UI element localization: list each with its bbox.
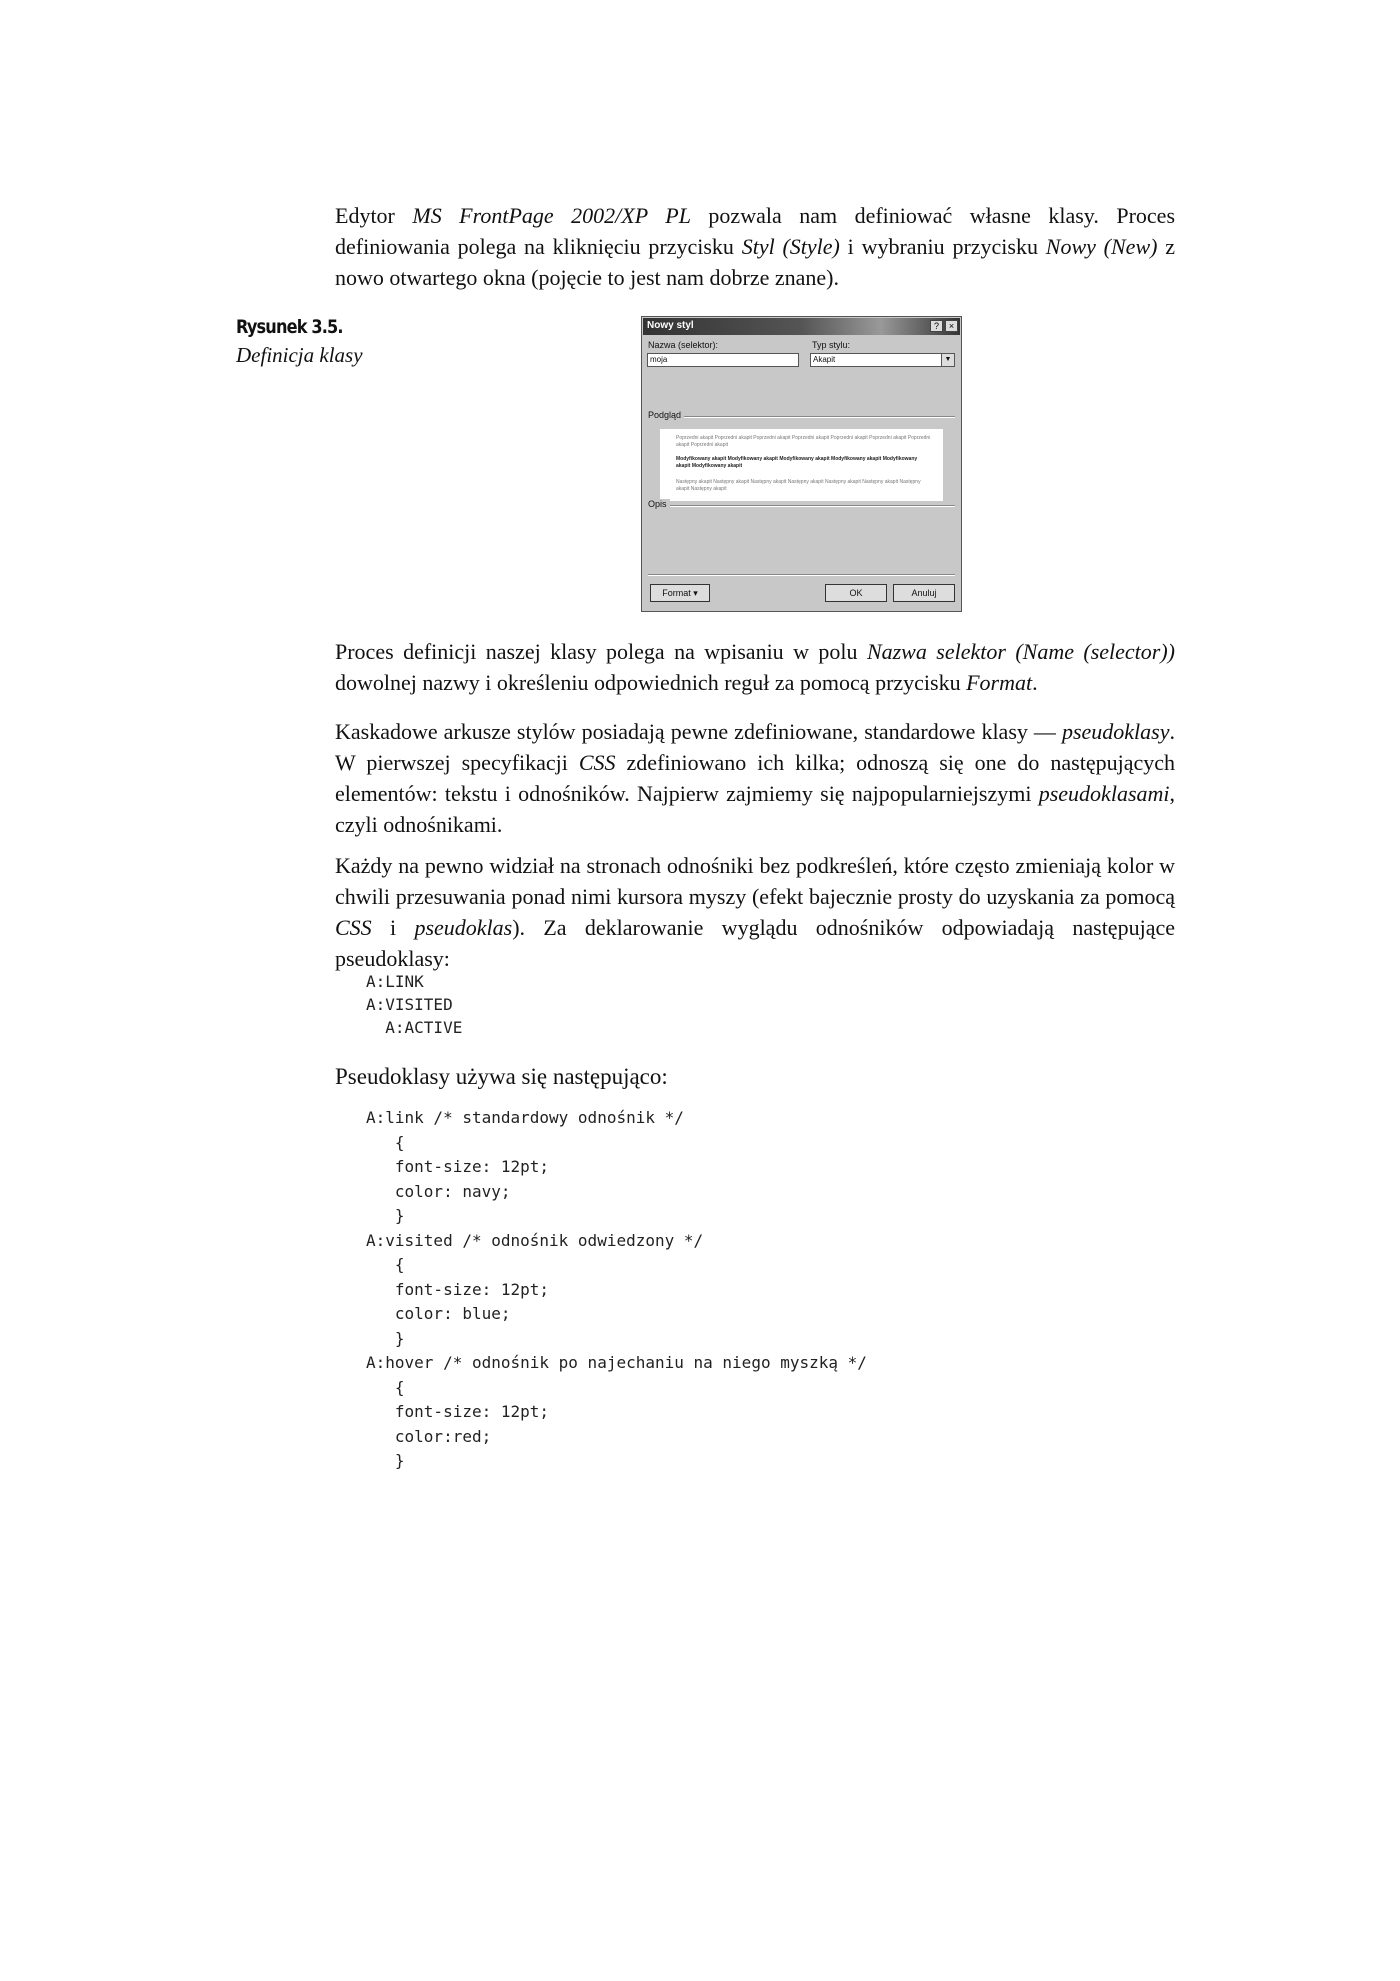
style-type-select[interactable] (810, 353, 955, 367)
description-group-label: Opis (648, 499, 670, 509)
figure-caption: Definicja klasy (236, 343, 363, 367)
chevron-down-icon: ▼ (941, 354, 954, 366)
intro-paragraph (335, 200, 1175, 293)
para4-text-3: i (371, 915, 415, 940)
style-type-value: Akapit (813, 355, 836, 364)
intro-text-1: Edytor (335, 203, 413, 228)
para3-text-6: pseudoklasami (1038, 781, 1170, 806)
name-selector-label: Nazwa (selektor): (648, 340, 719, 350)
intro-text-7: z nowo otwartego okna (pojęcie to jest nam dobrze znane). (335, 234, 1176, 290)
bottom-divider (648, 574, 955, 576)
figure-label: Rysunek 3.5. (236, 316, 343, 338)
preview-group-divider (682, 416, 955, 418)
para2-text-1: Proces definicji naszej klasy polega na wpisaniu w polu (335, 639, 867, 664)
intro-text-2: MS FrontPage 2002/XP PL (412, 203, 691, 228)
format-button[interactable]: Format ▾ (650, 584, 710, 602)
para4-text-5: ). Za deklarowanie wyglądu odnośników odpowiadają następujące pseudoklasy: (335, 915, 1175, 971)
preview-group-label: Podgląd (648, 410, 684, 420)
intro-text-6: Nowy (New) (1045, 234, 1158, 259)
preview-modified-paragraph: Modyfikowany akapit Modyfikowany akapit Modyfikowany akapit Modyfikowany akapit Modyfikowany akapit Modyfikowany akapit (676, 456, 918, 469)
paragraph-4 (335, 850, 1175, 974)
para2-text-5: . (1032, 670, 1038, 695)
paragraph-3 (335, 716, 1175, 840)
para4-text-2: CSS (335, 915, 372, 940)
dialog-titlebar (643, 318, 960, 335)
para3-text-4: CSS (578, 750, 616, 775)
cancel-button[interactable]: Anuluj (893, 584, 955, 602)
para3-text-3: . W pierwszej specyfikacji (335, 719, 1175, 775)
para3-text-1: Kaskadowe arkusze stylów posiadają pewne zdefiniowane, standardowe klasy — (335, 719, 1062, 744)
pseudoclass-list-code: A:LINK A:VISITED A:ACTIVE (366, 972, 463, 1037)
para2-text-3: dowolnej nazwy i określeniu odpowiednich reguł za pomocą przycisku (335, 670, 967, 695)
close-icon[interactable]: × (945, 320, 958, 332)
preview-previous-paragraph: Poprzedni akapit Poprzedni akapit Poprzedni akapit Poprzedni akapit Poprzedni akapit Poprzedni akapit Poprzedni akapit Poprzedni akapit (676, 435, 931, 448)
para2-text-4: Format (966, 670, 1033, 695)
preview-next-paragraph: Następny akapit Następny akapit Następny akapit Następny akapit Następny akapit Następny akapit Następny akapit Następny akapit (676, 479, 921, 492)
help-button[interactable]: ? (930, 320, 943, 332)
para4-text-4: pseudoklas (414, 915, 513, 940)
name-selector-input[interactable]: moja (647, 353, 799, 367)
pseudoclass-usage-code: A:link /* standardowy odnośnik */ { font-size: 12pt; color: navy; } A:visited /* odnośnik odwiedzony */ { font-size: 12pt; color: blue; } A:hover /* odnośnik po najechaniu na niego myszką */ { font-size: 12pt; color:red; } (366, 1108, 867, 1470)
para3-text-7: , czyli odnośnikami. (335, 781, 1175, 837)
description-group-divider (670, 505, 955, 507)
para2-text-2: Nazwa selektor (Name (selector)) (866, 639, 1175, 664)
style-type-label: Typ stylu: (812, 340, 851, 350)
para3-text-5: zdefiniowano ich kilka; odnoszą się one do następujących elementów: tekstu i odnośników. Najpierw zajmiemy się najpopularniejszymi (335, 750, 1175, 806)
ok-button[interactable]: OK (825, 584, 887, 602)
dialog-title: Nowy styl (647, 320, 694, 331)
intro-text-4: Styl (Style) (741, 234, 840, 259)
para4-text-1: Każdy na pewno widział na stronach odnośniki bez podkreśleń, które często zmieniają kolor w chwili przesuwania ponad nimi kursora myszy (efekt bajecznie prosty do uzyskania za pomocą (335, 853, 1175, 909)
intro-text-3: pozwala nam definiować własne klasy. Proces definiowania polega na kliknięciu przycisku (335, 203, 1176, 259)
new-style-dialog (641, 316, 962, 612)
paragraph-2 (335, 636, 1175, 698)
para3-text-2: pseudoklasy (1061, 719, 1170, 744)
usage-heading: Pseudoklasy używa się następująco: (335, 1064, 668, 1089)
intro-text-5: i wybraniu przycisku (839, 234, 1046, 259)
preview-area (660, 429, 943, 501)
